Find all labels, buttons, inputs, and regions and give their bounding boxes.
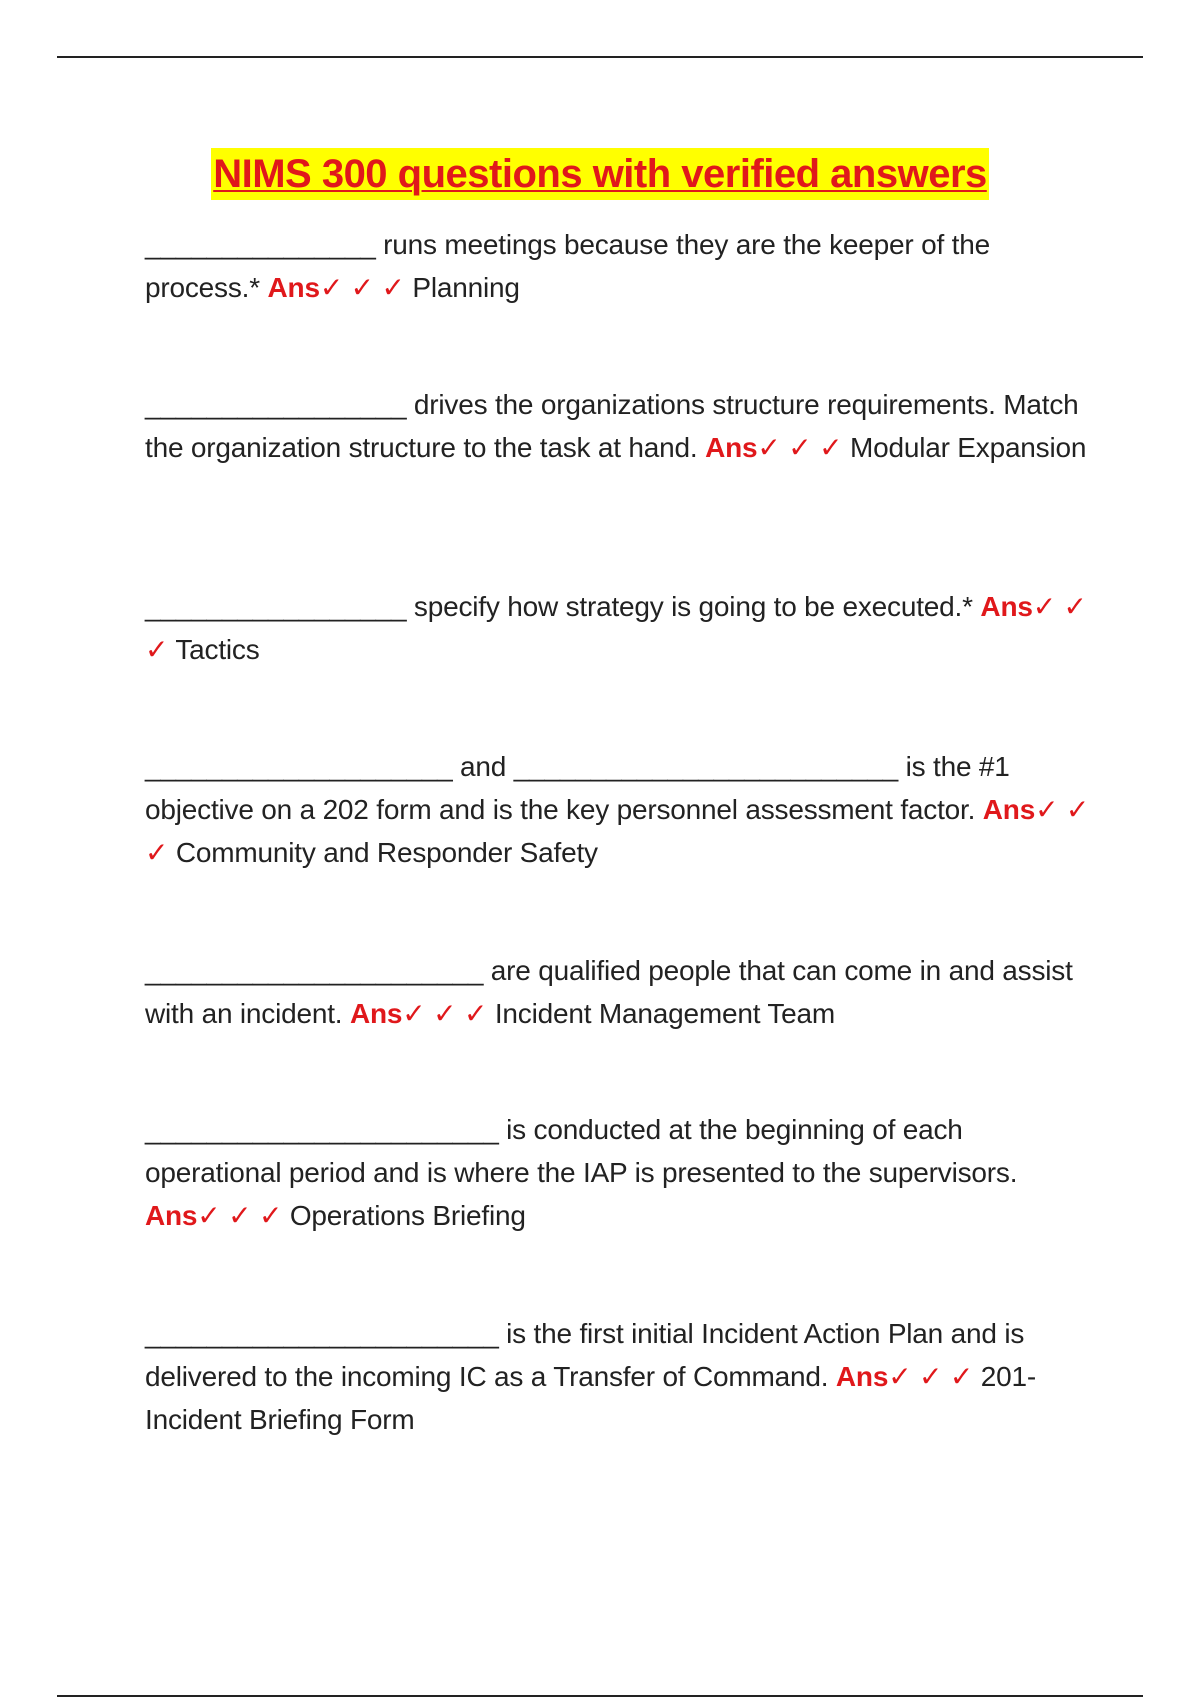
question-item <box>145 223 1095 309</box>
question-text: _______________ runs meetings because they are the keeper of the process.* <box>145 229 990 303</box>
answer-prefix: Ans <box>705 432 758 463</box>
question-item <box>145 745 1095 874</box>
answer-prefix: Ans <box>835 1361 889 1392</box>
checkmark-icon: ✓ ✓ ✓ <box>145 794 1090 868</box>
top-rule <box>57 56 1143 58</box>
document-title: NIMS 300 questions with verified answers <box>211 148 989 200</box>
question-text: _________________ specify how strategy is going to be executed.* <box>145 591 973 622</box>
question-item <box>145 1312 1095 1441</box>
question-text: _________________ drives the organizations structure requirements. Match the organization structure to the task at hand. <box>145 389 1079 463</box>
answer-prefix: Ans <box>982 794 1036 825</box>
answer-text: Operations Briefing <box>289 1200 526 1231</box>
checkmark-icon: ✓ ✓ ✓ <box>888 1361 974 1392</box>
question-text: ____________________ and _________________________ is the #1 objective on a 202 form and is the key personnel assessment factor. <box>145 751 1010 825</box>
answer-text: 201-Incident Briefing Form <box>145 1361 1036 1435</box>
question-item <box>145 1108 1095 1237</box>
checkmark-icon: ✓ ✓ ✓ <box>402 998 488 1029</box>
answer-text: Incident Management Team <box>494 998 836 1029</box>
answer-text: Tactics <box>175 634 260 665</box>
answer-text: Planning <box>412 272 520 303</box>
bottom-rule <box>57 1695 1143 1697</box>
title-block <box>0 148 1200 200</box>
answer-prefix: Ans <box>349 998 403 1029</box>
checkmark-icon: ✓ ✓ ✓ <box>197 1200 283 1231</box>
answer-prefix: Ans <box>145 1200 198 1231</box>
checkmark-icon: ✓ ✓ ✓ <box>319 272 405 303</box>
question-text: ______________________ are qualified people that can come in and assist with an incident. <box>145 955 1073 1029</box>
question-item <box>145 949 1095 1035</box>
question-text: _______________________ is the first initial Incident Action Plan and is delivered to the incoming IC as a Transfer of Command. <box>145 1318 1025 1392</box>
answer-prefix: Ans <box>267 272 320 303</box>
answer-text: Modular Expansion <box>849 432 1087 463</box>
question-item <box>145 585 1095 671</box>
question-item <box>145 383 1095 469</box>
checkmark-icon: ✓ ✓ ✓ <box>757 432 843 463</box>
checkmark-icon: ✓ ✓ ✓ <box>145 591 1087 665</box>
answer-prefix: Ans <box>980 591 1033 622</box>
question-text: _______________________ is conducted at the beginning of each operational period and is where the IAP is presented to the supervisors. <box>145 1114 1018 1188</box>
answer-text: Community and Responder Safety <box>175 837 598 868</box>
